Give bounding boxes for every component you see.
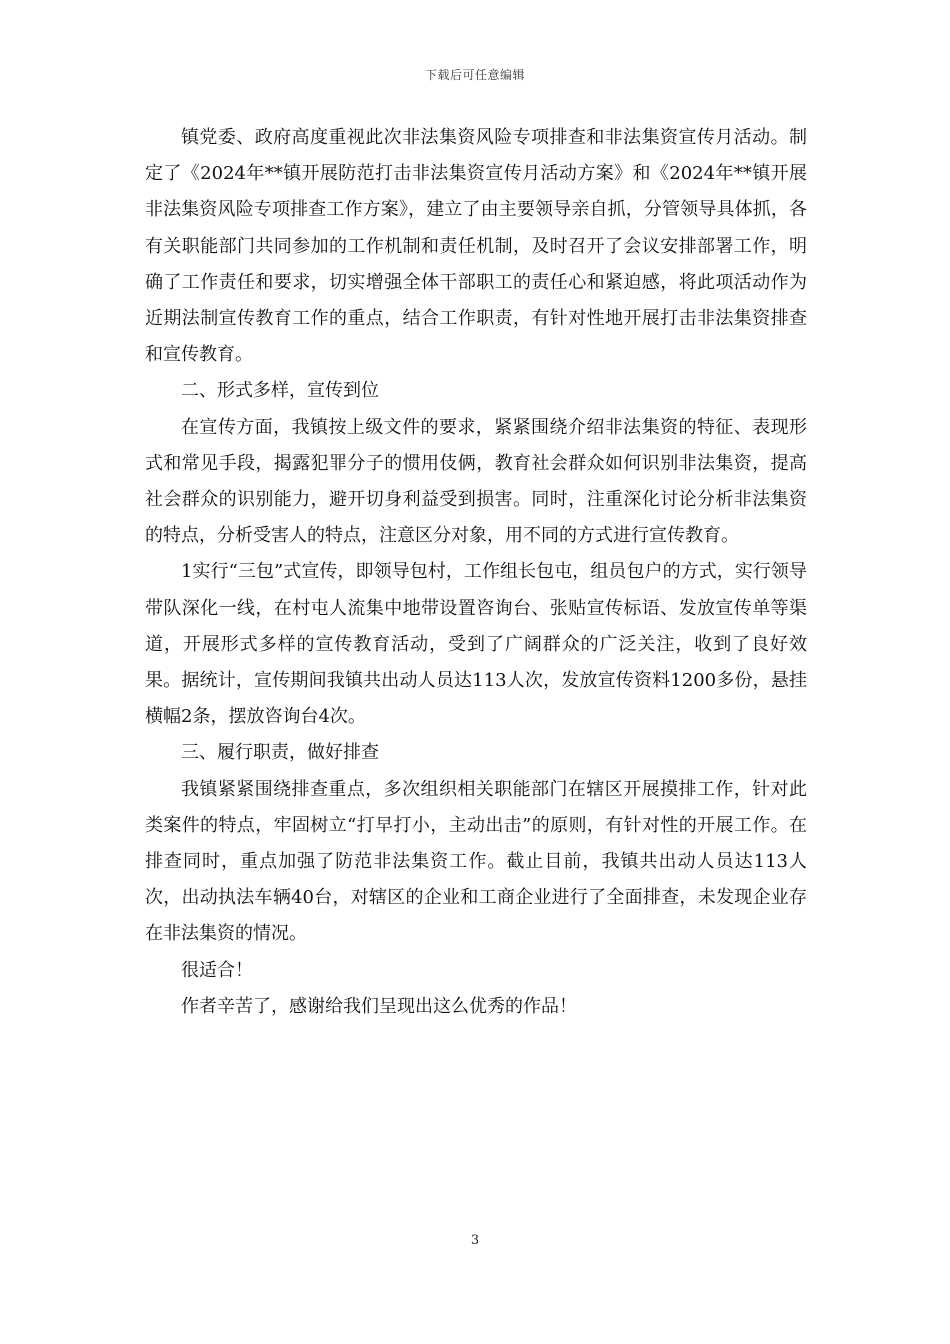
document-body (145, 120, 807, 1025)
section-heading-3: 三、履行职责，做好排查 (181, 742, 379, 764)
paragraph-three-packages: 1实行“三包”式宣传，即领导包村，工作组长包屯，组员包户的方式，实行领导带队深化一线，在村屯人流集中地带设置咨询台、张贴宣传标语、发放宣传单等渠道，开展形式多样的宣传教育活动，受到了广阔群众的广泛关注，收到了良好效果。据统计，宣传期间我镇共出动人员达113人次，发放宣传资料1200多份，悬挂横幅2条，摆放咨询台4次。 (145, 561, 807, 728)
paragraph-intro: 镇党委、政府高度重视此次非法集资风险专项排查和非法集资宣传月活动。制定了《2024年**镇开展防范打击非法集资宣传月活动方案》和《2024年**镇开展非法集资风险专项排查工作方案》，建立了由主要领导亲自抓，分管领导具体抓，各有关职能部门共同参加的工作机制和责任机制，及时召开了会议安排部署工作，明确了工作责任和要求，切实增强全体干部职工的责任心和紧迫感，将此项活动作为近期法制宣传教育工作的重点，结合工作职责，有针对性地开展打击非法集资排查和宣传教育。 (145, 127, 807, 366)
paragraph-investigation: 我镇紧紧围绕排查重点，多次组织相关职能部门在辖区开展摸排工作，针对此类案件的特点，牢固树立“打早打小，主动出击”的原则，有针对性的开展工作。在排查同时，重点加强了防范非法集资工作。截止目前，我镇共出动人员达113人次，出动执法车辆40台，对辖区的企业和工商企业进行了全面排查，未发现企业存在非法集资的情况。 (145, 778, 807, 945)
page-header: 下载后可任意编辑 (424, 68, 525, 82)
paragraph-propaganda: 在宣传方面，我镇按上级文件的要求，紧紧围绕介绍非法集资的特征、表现形式和常见手段，揭露犯罪分子的惯用伎俩，教育社会群众如何识别非法集资，提高社会群众的识别能力，避开切身利益受到损害。同时，注重深化讨论分析非法集资的特点，分析受害人的特点，注意区分对象，用不同的方式进行宣传教育。 (145, 416, 807, 547)
section-heading-2: 二、形式多样，宣传到位 (181, 380, 379, 402)
page-number: 3 (470, 1233, 480, 1248)
comment-thanks: 作者辛苦了，感谢给我们呈现出这么优秀的作品！ (181, 995, 577, 1017)
comment-suitable: 很适合！ (181, 959, 253, 981)
